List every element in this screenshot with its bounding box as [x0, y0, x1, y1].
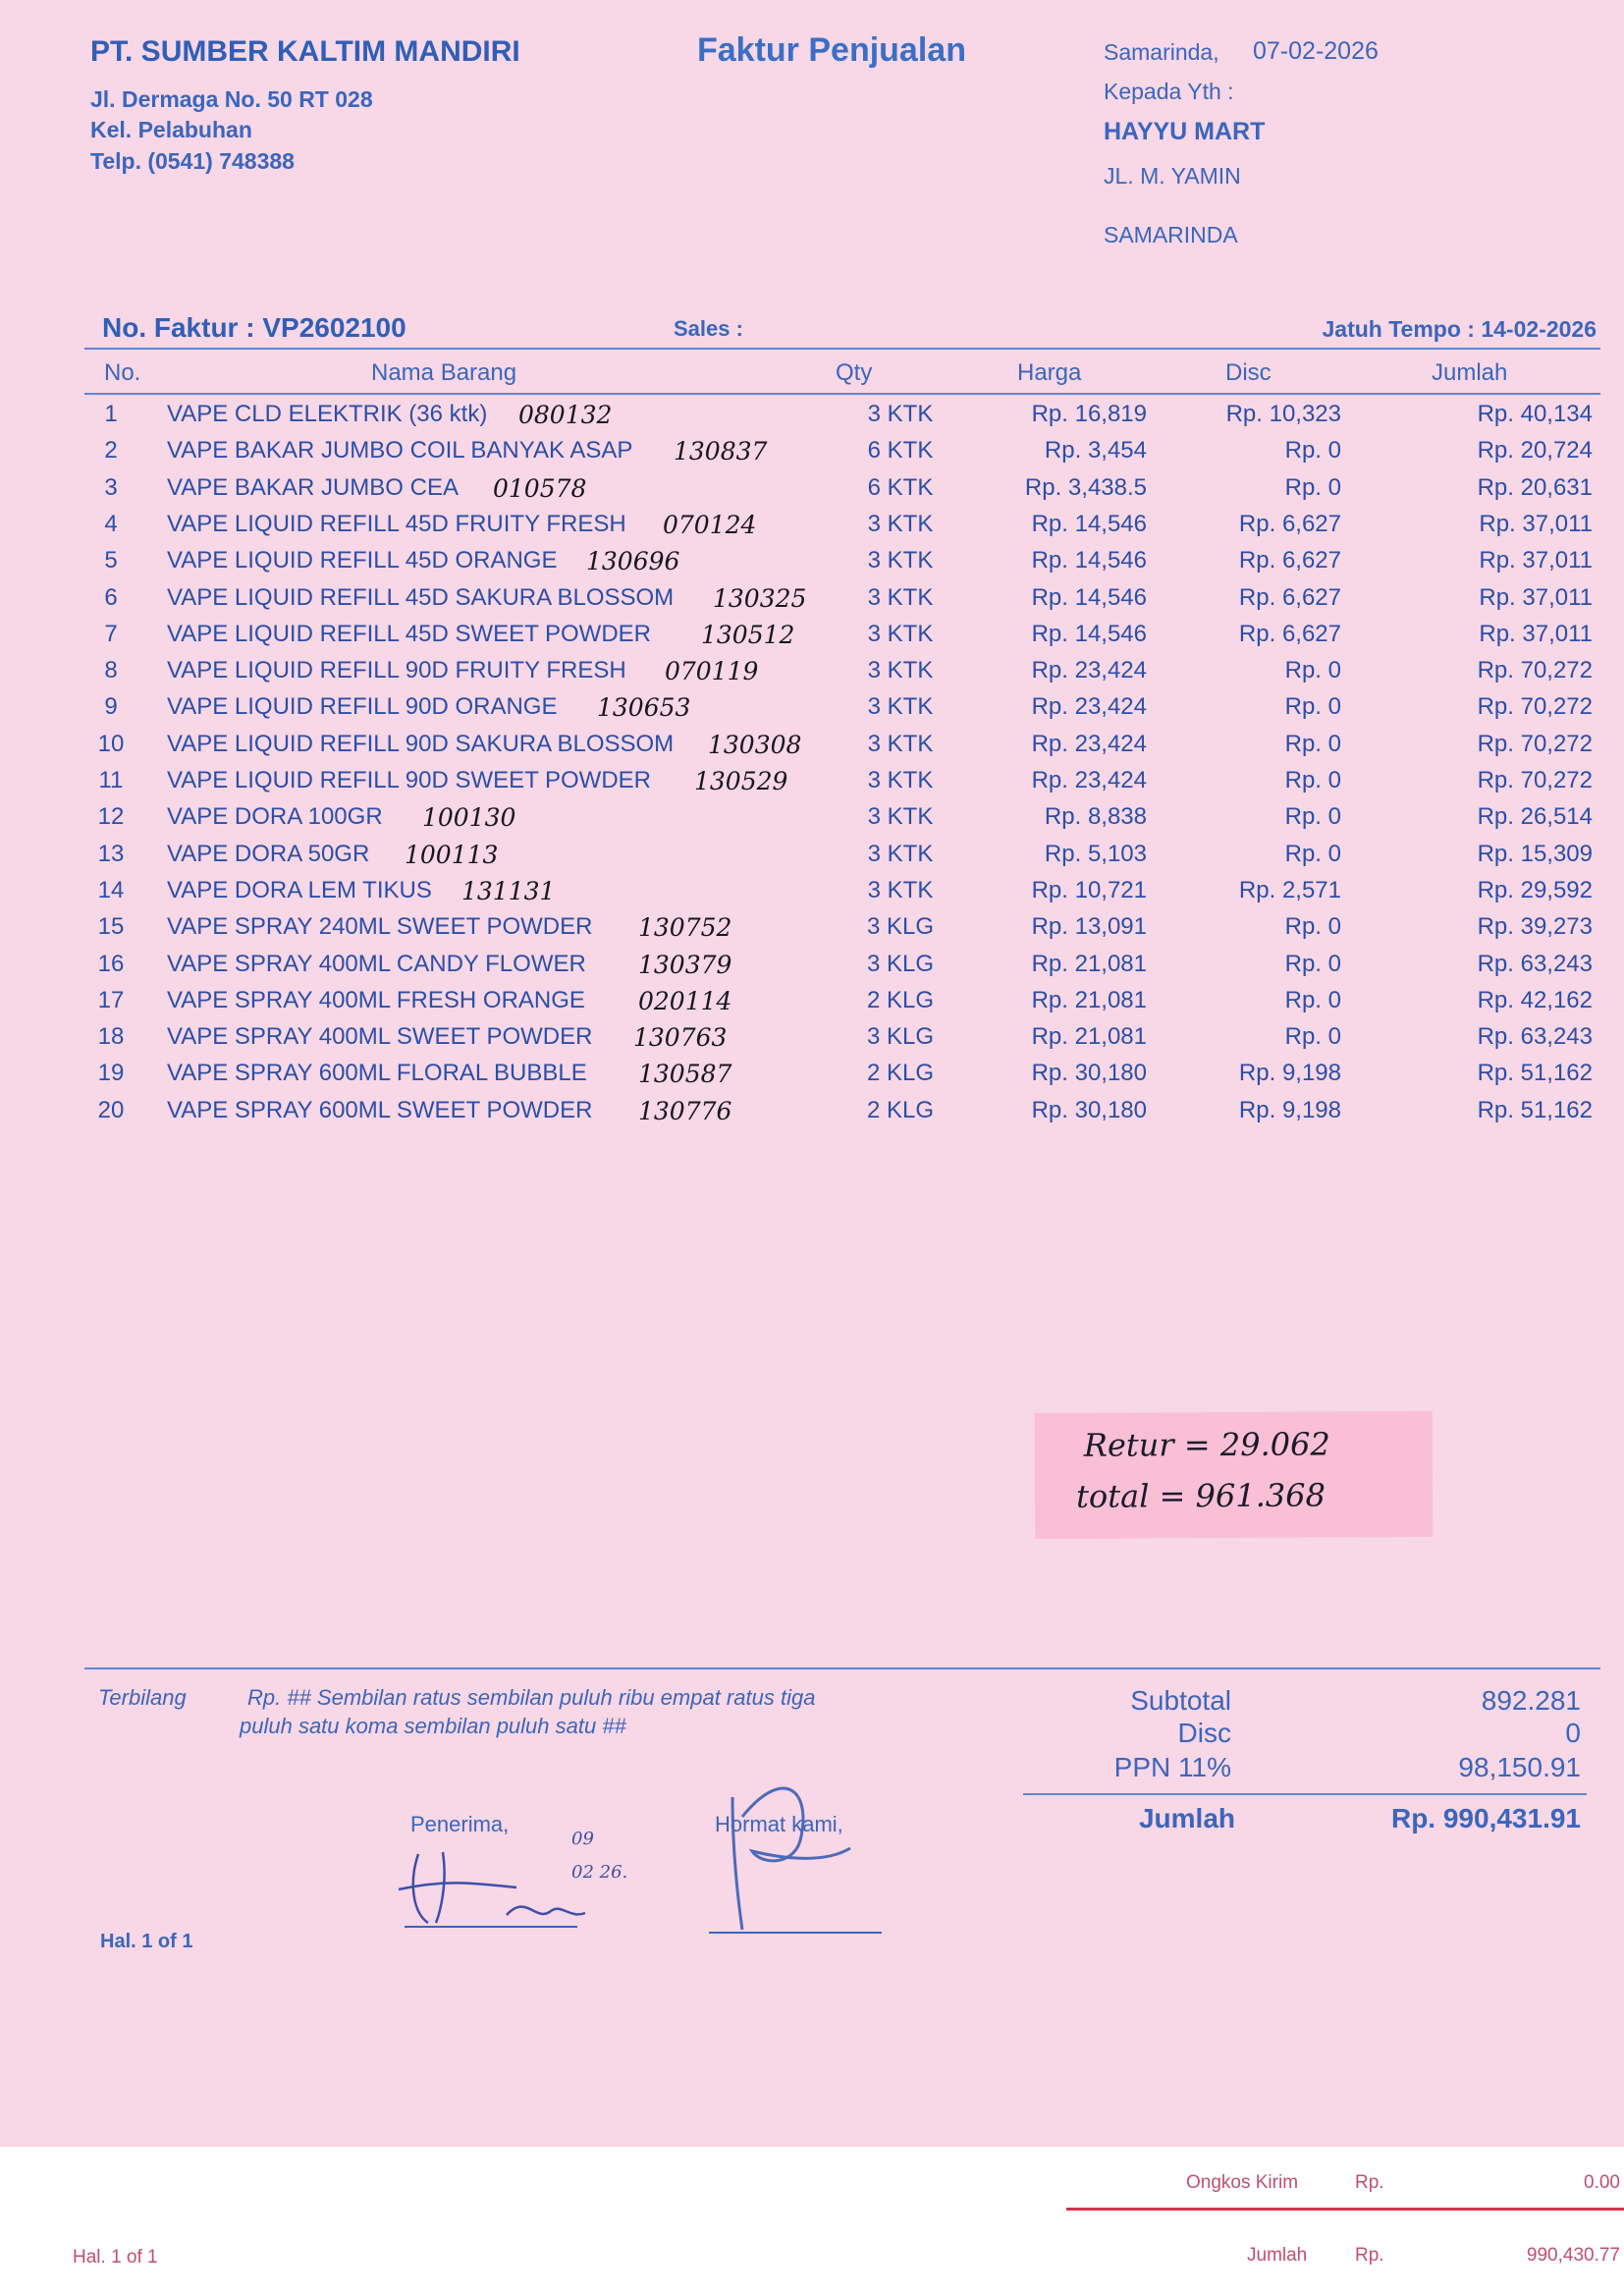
cell-qty: 2 KLG [866, 1060, 935, 1087]
header-qty: Qty [836, 359, 873, 386]
cell-name: VAPE SPRAY 400ML SWEET POWDER [167, 1023, 593, 1051]
cell-qty: 6 KTK [867, 473, 934, 501]
cell-price: Rp. 23,424 [1031, 730, 1147, 757]
cell-name: VAPE LIQUID REFILL 90D SWEET POWDER [167, 767, 652, 793]
summary-total-rule [1023, 1793, 1587, 1795]
cell-price: Rp. 14,546 [1031, 583, 1147, 611]
invoice-number-label: No. Faktur : [102, 312, 255, 343]
cell-price: Rp. 3,454 [1044, 437, 1147, 465]
receiver-sign-line [405, 1926, 577, 1928]
cell-price: Rp. 10,721 [1031, 876, 1147, 903]
cell-disc: Rp. 10,323 [1225, 401, 1341, 427]
table-header-rule [84, 393, 1600, 395]
table-row [0, 983, 1624, 1019]
cell-handwritten-code: 020114 [638, 986, 732, 1015]
table-row [0, 909, 1624, 946]
cell-total: Rp. 20,724 [1477, 437, 1593, 465]
header-name: Nama Barang [371, 359, 517, 386]
cell-qty: 2 KLG [866, 1096, 935, 1123]
cell-handwritten-code: 130837 [674, 437, 768, 466]
cell-no: 7 [104, 620, 118, 647]
cell-name: VAPE SPRAY 600ML FLORAL BUBBLE [167, 1060, 587, 1087]
cell-name: VAPE LIQUID REFILL 90D ORANGE [167, 693, 558, 721]
cell-name: VAPE SPRAY 240ML SWEET POWDER [167, 913, 593, 941]
table-row [0, 617, 1624, 653]
due-date-line [1322, 316, 1597, 343]
cell-qty: 3 KTK [867, 840, 934, 867]
receiver-label: Penerima, [410, 1812, 510, 1836]
cell-name: VAPE DORA 100GR [167, 803, 383, 831]
table-row [0, 689, 1624, 726]
cell-total: Rp. 37,011 [1479, 547, 1593, 574]
footer-rule [1066, 2208, 1624, 2211]
disc-value: 0 [1565, 1718, 1581, 1748]
shipping-label: Ongkos Kirim [1186, 2172, 1299, 2193]
cell-price: Rp. 23,424 [1031, 693, 1147, 721]
cell-total: Rp. 37,011 [1479, 620, 1593, 647]
cell-handwritten-code: 070119 [665, 657, 759, 686]
cell-total: Rp. 20,631 [1477, 473, 1593, 501]
cell-name: VAPE SPRAY 600ML SWEET POWDER [167, 1096, 593, 1123]
cell-disc: Rp. 2,571 [1238, 876, 1341, 903]
cell-no: 4 [104, 510, 118, 537]
cell-handwritten-code: 130653 [597, 693, 691, 723]
header-no: No. [104, 359, 141, 386]
cell-price: Rp. 21,081 [1031, 950, 1147, 977]
cell-no: 2 [104, 437, 118, 465]
recipient-city: SAMARINDA [1104, 222, 1238, 247]
sales-label: Sales : [674, 316, 743, 341]
cell-no: 11 [98, 767, 124, 793]
header-total: Jumlah [1432, 359, 1508, 386]
cell-handwritten-code: 070124 [663, 510, 757, 539]
cell-disc: Rp. 0 [1284, 730, 1341, 757]
cell-price: Rp. 14,546 [1031, 620, 1147, 647]
cell-disc: Rp. 0 [1284, 840, 1341, 867]
cell-qty: 3 KLG [866, 950, 935, 977]
table-row [0, 837, 1624, 873]
subtotal-label: Subtotal [1130, 1685, 1231, 1716]
header-disc: Disc [1225, 359, 1272, 386]
cell-handwritten-code: 130696 [586, 547, 680, 576]
cell-disc: Rp. 6,627 [1238, 547, 1341, 574]
cell-qty: 3 KTK [867, 876, 934, 903]
company-district: Kel. Pelabuhan [90, 117, 252, 142]
receiver-signature [389, 1825, 674, 1933]
cell-name: VAPE BAKAR JUMBO COIL BANYAK ASAP [167, 437, 633, 465]
cell-handwritten-code: 100113 [405, 840, 499, 869]
invoice-number-line [102, 312, 406, 344]
cell-name: VAPE DORA LEM TIKUS [167, 876, 432, 903]
cell-total: Rp. 63,243 [1477, 950, 1593, 977]
cell-handwritten-code: 130325 [713, 583, 807, 613]
cell-name: VAPE LIQUID REFILL 45D SWEET POWDER [167, 620, 652, 647]
table-row [0, 873, 1624, 909]
footer-page-number: Hal. 1 of 1 [73, 2247, 158, 2268]
cell-handwritten-code: 100130 [422, 803, 516, 833]
due-date: 14-02-2026 [1481, 316, 1597, 342]
total-label: Jumlah [1138, 1803, 1235, 1833]
table-top-rule [84, 348, 1600, 350]
cell-price: Rp. 3,438.5 [1024, 473, 1147, 501]
cell-qty: 3 KTK [867, 803, 934, 831]
shipping-currency: Rp. [1355, 2172, 1384, 2193]
cell-disc: Rp. 0 [1284, 473, 1341, 501]
cell-handwritten-code: 130529 [694, 767, 788, 795]
cell-total: Rp. 26,514 [1477, 803, 1593, 831]
cell-no: 1 [104, 401, 118, 427]
cell-disc: Rp. 6,627 [1238, 620, 1341, 647]
cell-disc: Rp. 0 [1284, 986, 1341, 1013]
cell-price: Rp. 14,546 [1031, 510, 1147, 537]
table-row [0, 433, 1624, 469]
cell-disc: Rp. 0 [1284, 913, 1341, 941]
cell-name: VAPE BAKAR JUMBO CEA [167, 473, 459, 501]
cell-handwritten-code: 130512 [701, 620, 795, 649]
cell-handwritten-code: 130308 [708, 730, 802, 759]
cell-handwritten-code: 130776 [638, 1096, 732, 1125]
cell-price: Rp. 16,819 [1031, 401, 1147, 427]
cell-disc: Rp. 9,198 [1238, 1060, 1341, 1087]
ppn-value: 98,150.91 [1458, 1752, 1581, 1782]
cell-no: 16 [97, 950, 125, 977]
cell-handwritten-code: 131131 [461, 876, 556, 905]
document-title: Faktur Penjualan [697, 31, 966, 69]
invoice-date: 07-02-2026 [1253, 37, 1379, 65]
cell-handwritten-code: 130379 [638, 950, 732, 979]
table-row [0, 947, 1624, 983]
table-row [0, 507, 1624, 543]
cell-no: 20 [97, 1096, 125, 1123]
cell-no: 9 [104, 693, 118, 721]
cell-no: 8 [104, 657, 118, 684]
invoice-number: VP2602100 [262, 312, 406, 343]
cell-disc: Rp. 6,627 [1238, 583, 1341, 611]
cell-total: Rp. 37,011 [1479, 583, 1593, 611]
cell-total: Rp. 70,272 [1477, 767, 1593, 793]
cell-qty: 3 KTK [867, 583, 934, 611]
cell-price: Rp. 23,424 [1031, 657, 1147, 684]
company-address: Jl. Dermaga No. 50 RT 028 [90, 86, 373, 112]
cell-name: VAPE LIQUID REFILL 45D SAKURA BLOSSOM [167, 583, 675, 611]
table-row [0, 397, 1624, 433]
table-row [0, 653, 1624, 689]
total-value: Rp. 990,431.91 [1390, 1803, 1581, 1833]
cell-handwritten-code: 130752 [638, 913, 732, 943]
cell-price: Rp. 30,180 [1031, 1096, 1147, 1123]
cell-no: 13 [97, 840, 125, 867]
cell-total: Rp. 70,272 [1477, 657, 1593, 684]
recipient-name: HAYYU MART [1104, 118, 1266, 145]
cell-no: 6 [104, 583, 118, 611]
cell-name: VAPE SPRAY 400ML FRESH ORANGE [167, 986, 585, 1013]
cell-no: 19 [97, 1060, 125, 1087]
cell-total: Rp. 40,134 [1477, 401, 1593, 427]
cell-price: Rp. 21,081 [1031, 986, 1147, 1013]
sender-label: Hormat kami, [715, 1812, 843, 1836]
cell-qty: 3 KTK [867, 657, 934, 684]
cell-qty: 3 KTK [867, 620, 934, 647]
table-row [0, 580, 1624, 617]
cell-qty: 6 KTK [867, 437, 934, 465]
cell-disc: Rp. 0 [1284, 693, 1341, 721]
cell-total: Rp. 42,162 [1477, 986, 1593, 1013]
cell-total: Rp. 63,243 [1477, 1023, 1593, 1051]
summary-top-rule [84, 1667, 1600, 1669]
cell-price: Rp. 14,546 [1031, 547, 1147, 574]
cell-total: Rp. 29,592 [1477, 876, 1593, 903]
cell-name: VAPE DORA 50GR [167, 840, 370, 867]
terbilang-line1: Rp. ## Sembilan ratus sembilan puluh ribu empat ratus tiga [247, 1685, 816, 1710]
cell-qty: 3 KLG [866, 1023, 935, 1051]
cell-disc: Rp. 9,198 [1238, 1096, 1341, 1123]
table-row [0, 727, 1624, 763]
cell-total: Rp. 37,011 [1479, 510, 1593, 537]
cell-total: Rp. 51,162 [1477, 1096, 1593, 1123]
cell-disc: Rp. 0 [1284, 437, 1341, 465]
receiver-date-top: 09 [571, 1829, 594, 1849]
cell-name: VAPE LIQUID REFILL 90D FRUITY FRESH [167, 657, 626, 684]
cell-handwritten-code: 010578 [493, 473, 587, 503]
cell-disc: Rp. 0 [1284, 950, 1341, 977]
subtotal-value: 892.281 [1481, 1685, 1581, 1716]
cell-disc: Rp. 6,627 [1238, 510, 1341, 537]
due-date-label: Jatuh Tempo : [1322, 316, 1475, 342]
cell-qty: 3 KTK [867, 767, 934, 793]
cell-name: VAPE SPRAY 400ML CANDY FLOWER [167, 950, 586, 977]
page-number: Hal. 1 of 1 [100, 1931, 193, 1952]
table-row [0, 1019, 1624, 1056]
handwritten-note [1035, 1411, 1434, 1539]
sender-sign-line [709, 1932, 882, 1934]
cell-handwritten-code: 080132 [518, 401, 613, 429]
cell-name: VAPE LIQUID REFILL 45D FRUITY FRESH [167, 510, 626, 537]
cell-name: VAPE LIQUID REFILL 45D ORANGE [167, 547, 558, 574]
cell-no: 14 [97, 876, 125, 903]
footer-total-currency: Rp. [1355, 2245, 1384, 2266]
table-row [0, 763, 1624, 799]
table-row [0, 543, 1624, 579]
cell-total: Rp. 70,272 [1477, 730, 1593, 757]
receiver-date-bottom: 02 26. [571, 1862, 628, 1883]
cell-qty: 2 KLG [866, 986, 935, 1013]
cell-price: Rp. 5,103 [1044, 840, 1147, 867]
cell-no: 15 [97, 913, 125, 941]
cell-no: 5 [104, 547, 118, 574]
company-name: PT. SUMBER KALTIM MANDIRI [90, 35, 520, 68]
table-row [0, 1093, 1624, 1129]
cell-no: 10 [97, 730, 125, 757]
table-row [0, 470, 1624, 507]
table-row [0, 1056, 1624, 1092]
cell-price: Rp. 21,081 [1031, 1023, 1147, 1051]
terbilang-line2: puluh satu koma sembilan puluh satu ## [240, 1714, 626, 1738]
ppn-label: PPN 11% [1113, 1752, 1231, 1782]
cell-disc: Rp. 0 [1284, 803, 1341, 831]
footer-total-value: 990,430.77 [1526, 2245, 1620, 2266]
cell-price: Rp. 13,091 [1031, 913, 1147, 941]
cell-name: VAPE CLD ELEKTRIK (36 ktk) [167, 401, 488, 427]
cell-disc: Rp. 0 [1284, 1023, 1341, 1051]
header-price: Harga [1017, 359, 1082, 386]
cell-handwritten-code: 130763 [633, 1023, 728, 1053]
cell-price: Rp. 23,424 [1031, 767, 1147, 793]
cell-total: Rp. 70,272 [1477, 693, 1593, 721]
cell-qty: 3 KTK [867, 693, 934, 721]
cell-no: 3 [104, 473, 118, 501]
cell-handwritten-code: 130587 [638, 1060, 732, 1089]
cell-price: Rp. 8,838 [1044, 803, 1147, 831]
cell-total: Rp. 51,162 [1477, 1060, 1593, 1087]
cell-no: 17 [97, 986, 125, 1013]
cell-disc: Rp. 0 [1284, 767, 1341, 793]
cell-qty: 3 KTK [867, 730, 934, 757]
table-row [0, 799, 1624, 836]
recipient-label: Kepada Yth : [1104, 79, 1234, 104]
cell-qty: 3 KTK [867, 510, 934, 537]
note-total: total = 961.368 [1076, 1476, 1326, 1515]
terbilang-label: Terbilang [98, 1685, 187, 1710]
cell-no: 18 [97, 1023, 125, 1051]
footer-total-label: Jumlah [1247, 2245, 1308, 2266]
cell-no: 12 [97, 803, 125, 831]
shipping-value: 0.00 [1584, 2172, 1620, 2193]
note-return: Retur = 29.062 [1083, 1425, 1330, 1464]
cell-total: Rp. 15,309 [1477, 840, 1593, 867]
cell-total: Rp. 39,273 [1477, 913, 1593, 941]
cell-price: Rp. 30,180 [1031, 1060, 1147, 1087]
footer-strip [0, 2147, 1624, 2296]
recipient-street: JL. M. YAMIN [1104, 163, 1241, 189]
cell-qty: 3 KLG [866, 913, 935, 941]
cell-qty: 3 KTK [867, 401, 934, 427]
cell-name: VAPE LIQUID REFILL 90D SAKURA BLOSSOM [167, 730, 675, 757]
city-date-label: Samarinda, [1104, 39, 1219, 65]
cell-disc: Rp. 0 [1284, 657, 1341, 684]
disc-label: Disc [1177, 1718, 1231, 1748]
company-phone: Telp. (0541) 748388 [90, 148, 295, 174]
cell-qty: 3 KTK [867, 547, 934, 574]
sender-signature [703, 1758, 880, 1935]
